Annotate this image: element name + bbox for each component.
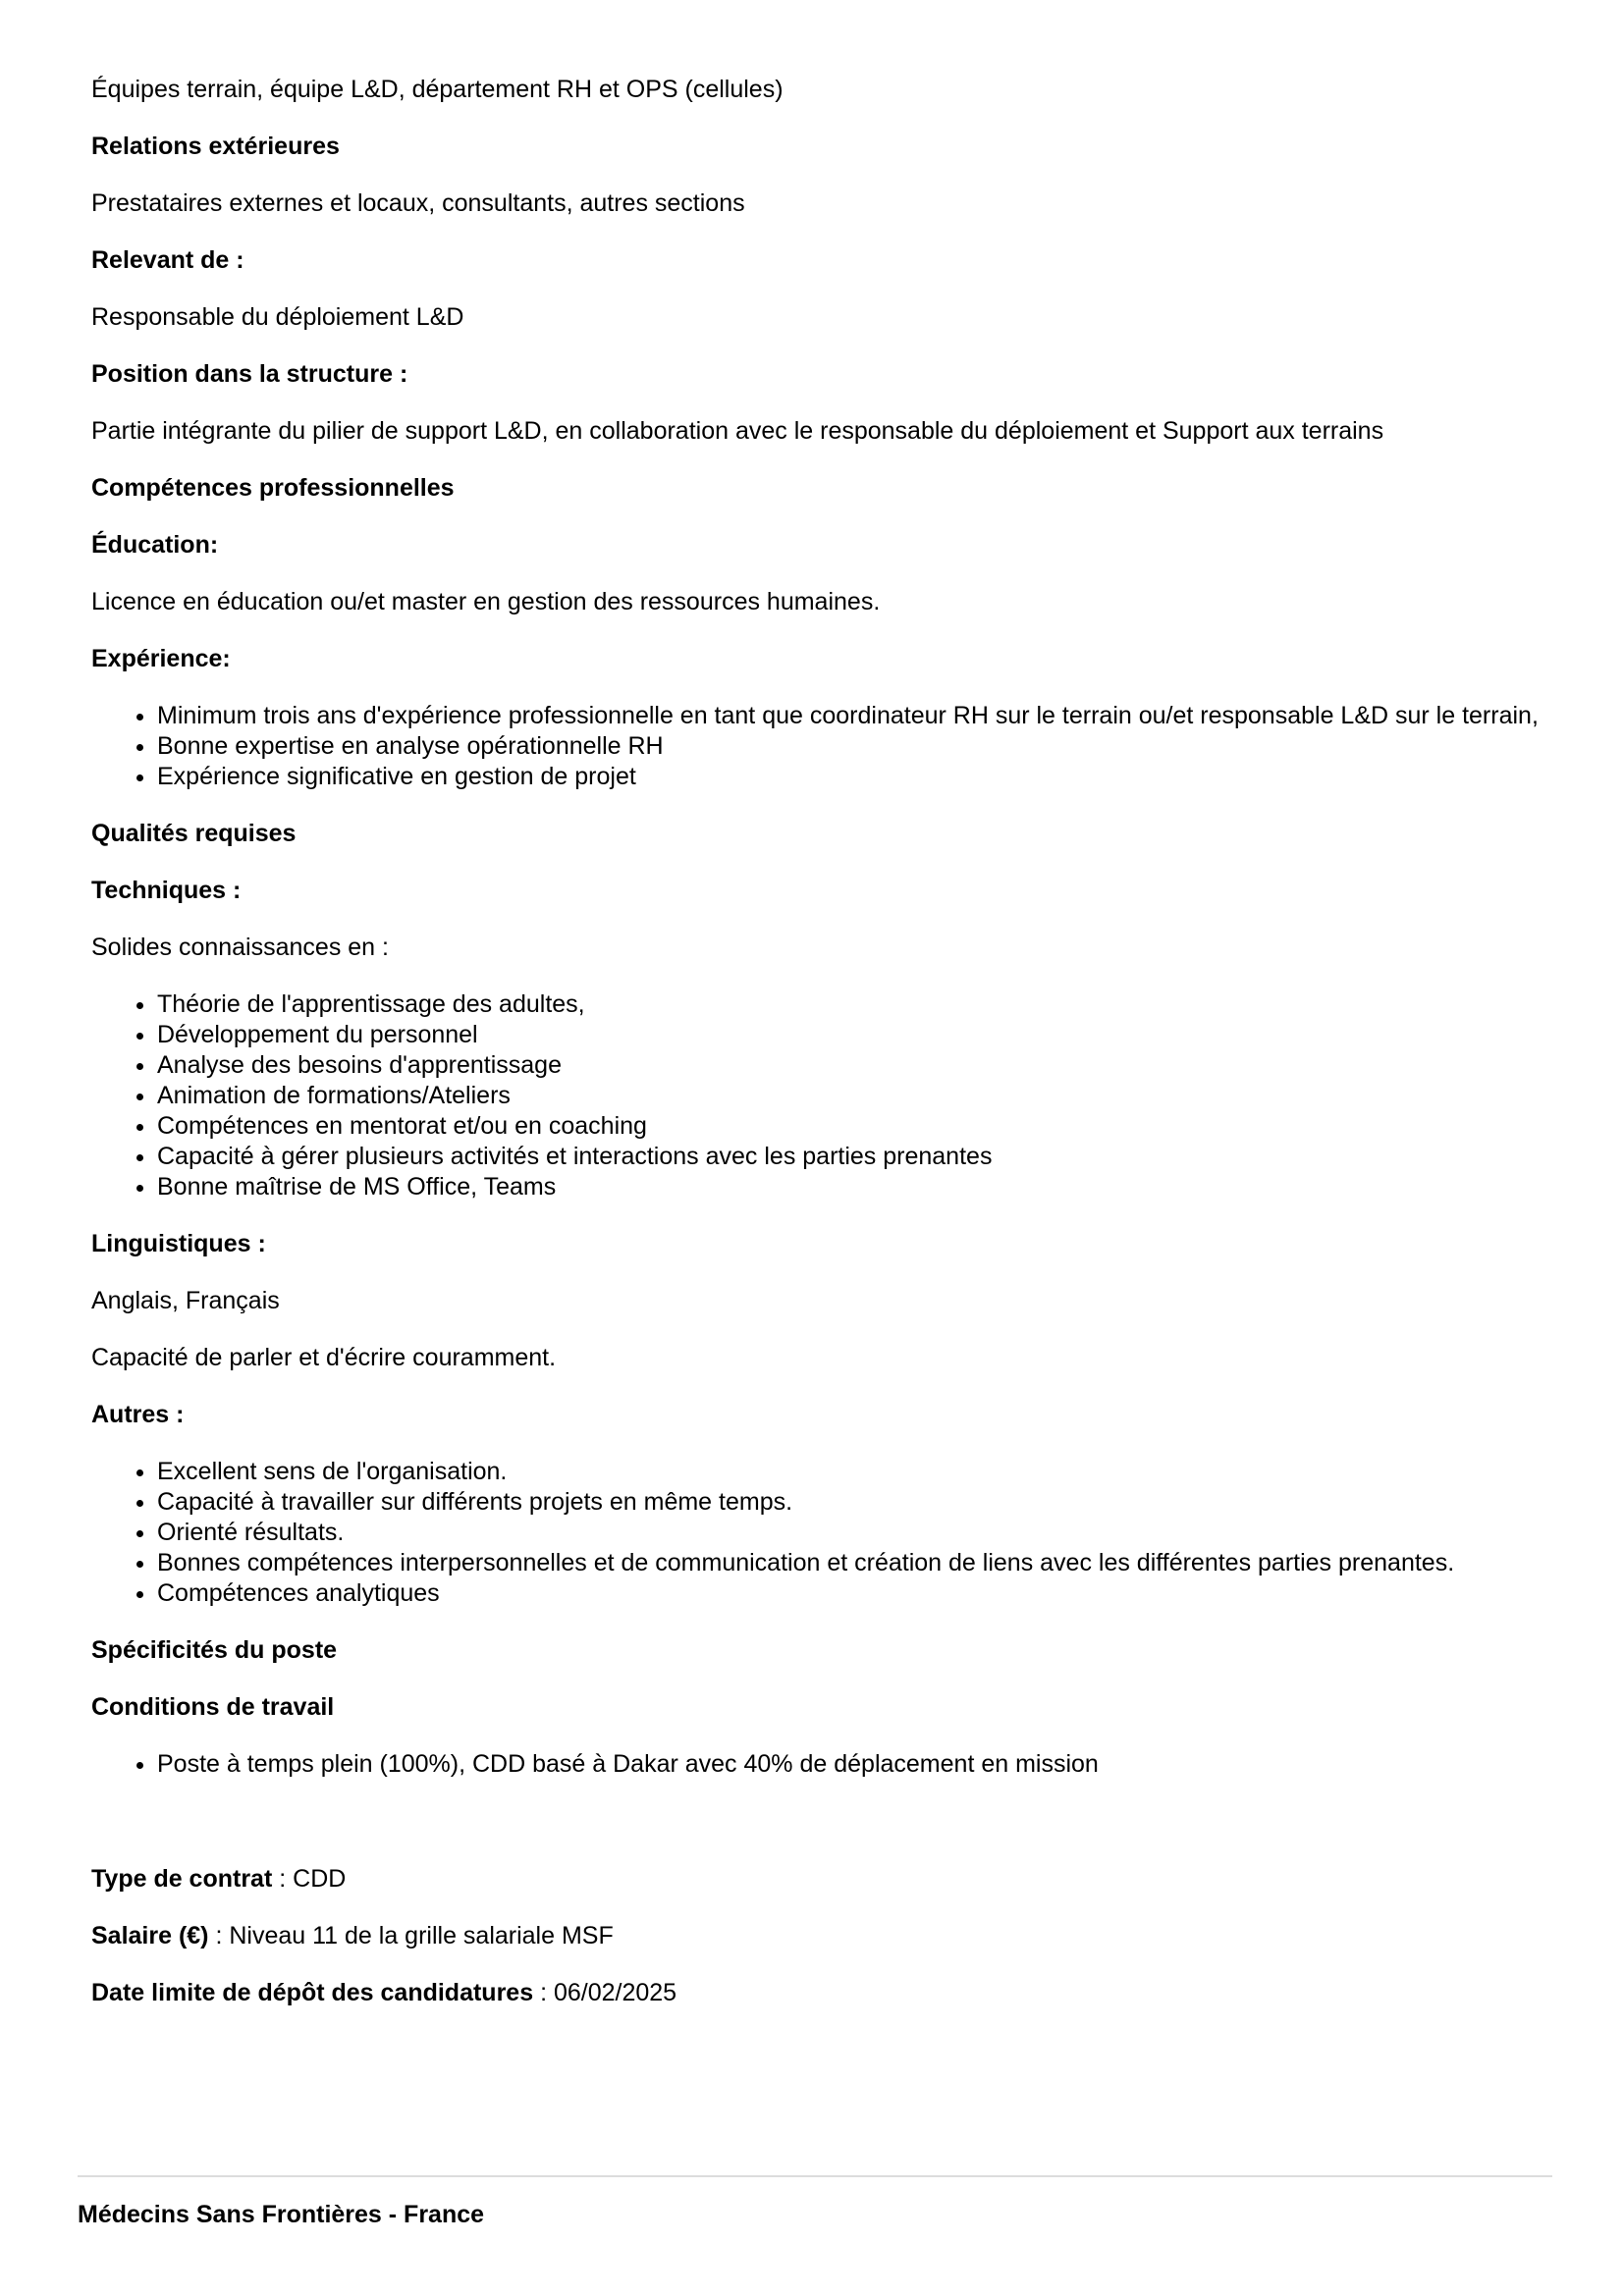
intro-text: Équipes terrain, équipe L&D, département RH et OPS (cellules) bbox=[91, 76, 784, 103]
position-text: Partie intégrante du pilier de support L&D, en collaboration avec le responsable du déploiement et Support aux terrains bbox=[91, 417, 1384, 445]
experience-list bbox=[91, 701, 1544, 792]
deadline-value: : 06/02/2025 bbox=[533, 1979, 677, 2006]
list-item: • Minimum trois ans d'expérience professionnelle en tant que coordinateur RH sur le terrain ou/et responsable L&D sur le terrain, bbox=[157, 701, 1544, 731]
relations-heading: Relations extérieures bbox=[91, 133, 340, 160]
autres-list bbox=[91, 1457, 1544, 1609]
salary-value: : Niveau 11 de la grille salariale MSF bbox=[208, 1922, 614, 1949]
salary-line bbox=[91, 1921, 1544, 1951]
deadline-line bbox=[91, 1978, 1544, 2008]
list-item: • Expérience significative en gestion de projet bbox=[157, 762, 1544, 792]
list-item: • Compétences analytiques bbox=[157, 1578, 1544, 1609]
linguistiques-heading: Linguistiques : bbox=[91, 1230, 266, 1257]
competences-heading: Compétences professionnelles bbox=[91, 474, 455, 502]
list-item: • Théorie de l'apprentissage des adultes, bbox=[157, 989, 1544, 1020]
techniques-intro: Solides connaissances en : bbox=[91, 934, 389, 961]
specificites-heading: Spécificités du poste bbox=[91, 1636, 338, 1664]
conditions-heading: Conditions de travail bbox=[91, 1693, 335, 1721]
qualites-heading: Qualités requises bbox=[91, 820, 297, 847]
relations-text: Prestataires externes et locaux, consultants, autres sections bbox=[91, 189, 745, 217]
list-item: • Analyse des besoins d'apprentissage bbox=[157, 1050, 1544, 1081]
langues-text: Anglais, Français bbox=[91, 1287, 280, 1314]
list-item: • Animation de formations/Ateliers bbox=[157, 1081, 1544, 1111]
contract-label: Type de contrat bbox=[91, 1865, 273, 1893]
position-heading: Position dans la structure : bbox=[91, 360, 408, 388]
techniques-heading: Techniques : bbox=[91, 877, 242, 904]
techniques-list bbox=[91, 989, 1544, 1202]
contract-value: : CDD bbox=[272, 1865, 347, 1893]
list-item: • Développement du personnel bbox=[157, 1020, 1544, 1050]
list-item: • Poste à temps plein (100%), CDD basé à Dakar avec 40% de déplacement en mission bbox=[157, 1749, 1544, 1780]
footer-divider bbox=[78, 2175, 1552, 2177]
list-item: • Compétences en mentorat et/ou en coaching bbox=[157, 1111, 1544, 1142]
list-item: • Excellent sens de l'organisation. bbox=[157, 1457, 1544, 1487]
relevant-heading: Relevant de : bbox=[91, 246, 244, 274]
list-item: • Bonne expertise en analyse opérationnelle RH bbox=[157, 731, 1544, 762]
relevant-text: Responsable du déploiement L&D bbox=[91, 303, 464, 331]
langues-note: Capacité de parler et d'écrire couramment. bbox=[91, 1344, 557, 1371]
conditions-list bbox=[91, 1749, 1544, 1780]
deadline-label: Date limite de dépôt des candidatures bbox=[91, 1979, 534, 2006]
list-item: • Bonne maîtrise de MS Office, Teams bbox=[157, 1172, 1544, 1202]
document-body bbox=[91, 75, 1544, 2035]
list-item: • Capacité à travailler sur différents projets en même temps. bbox=[157, 1487, 1544, 1518]
salary-label: Salaire (€) bbox=[91, 1922, 209, 1949]
list-item: • Capacité à gérer plusieurs activités et interactions avec les parties prenantes bbox=[157, 1142, 1544, 1172]
autres-heading: Autres : bbox=[91, 1401, 185, 1428]
education-text: Licence en éducation ou/et master en gestion des ressources humaines. bbox=[91, 588, 881, 615]
list-item: • Orienté résultats. bbox=[157, 1518, 1544, 1548]
experience-heading: Expérience: bbox=[91, 645, 231, 672]
contract-line bbox=[91, 1864, 1544, 1895]
list-item: • Bonnes compétences interpersonnelles et de communication et création de liens avec les différentes parties prenantes. bbox=[157, 1548, 1544, 1578]
education-heading: Éducation: bbox=[91, 531, 219, 559]
footer-organization: Médecins Sans Frontières - France bbox=[78, 2201, 485, 2228]
